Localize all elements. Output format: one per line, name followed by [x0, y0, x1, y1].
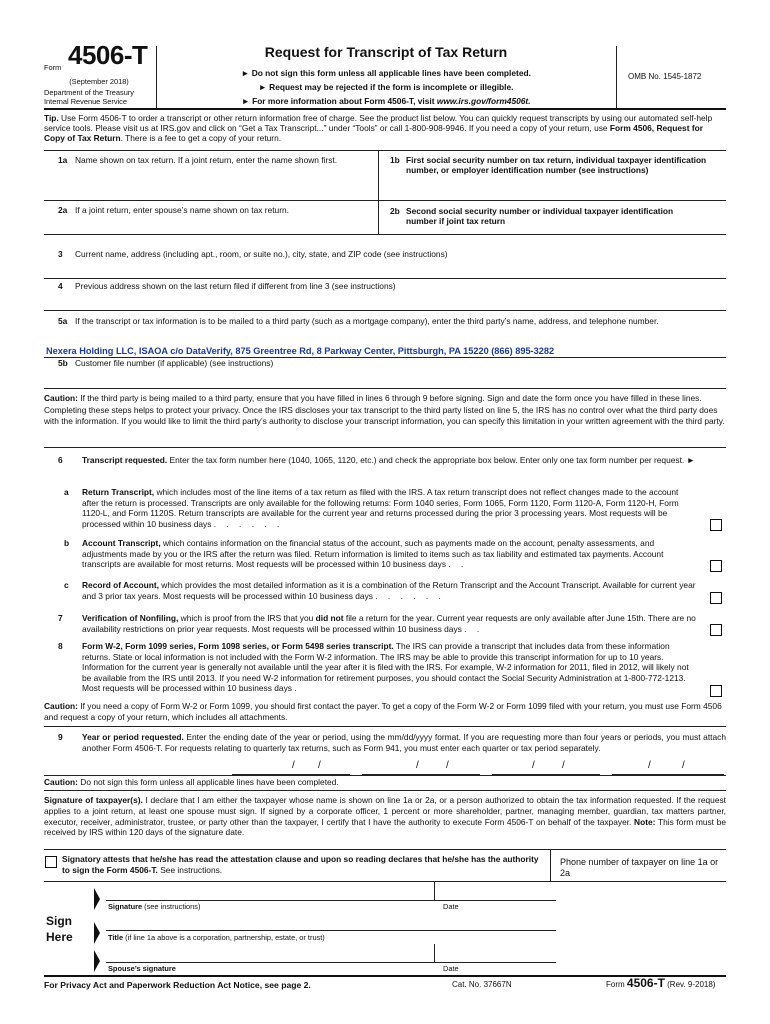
footer-form: Form 4506-T (Rev. 9-2018): [606, 976, 716, 990]
tip-paragraph: Tip. Use Form 4506-T to order a transcript or other return information free of charge. See the product list below. You can quickly request transcripts by using our automated self-help service tools. Please visit us at IRS.gov and click on “Get a Tax Transcript...” under “Tools” or call 1-800-908-9946. If you need a copy of your return, use Form 4506, Request for Copy of Tax Return. There is a fee to get a copy of your return.: [44, 113, 713, 144]
caution-w2: Caution: If you need a copy of Form W-2 or Form 1099, you should first contact the payer. To get a copy of the Form W-2 or Form 1099 filed with your return, you must use Form 4506 and request a copy of your return, which includes all attachments.: [44, 701, 722, 722]
line-2b-number: 2b: [390, 206, 400, 216]
form-number: 4506-T: [68, 40, 148, 70]
line-2a-number: 2a: [58, 205, 68, 215]
period-4-input[interactable]: [612, 760, 724, 775]
sign-arrow-3-icon: [94, 950, 100, 972]
caution-signing: Caution: Do not sign this form unless all applicable lines have been completed.: [44, 777, 339, 787]
line-8-text: Form W-2, Form 1099 series, Form 1098 series, or Form 5498 series transcript. The IRS can provide a transcript that includes data from these information returns. State or local information is not included with the Form W-2 information. The IRS may be able to provide this transcript information for up to 10 years. Information for the current year is generally not available until the year after it is filed with the IRS. For example, W-2 information for 2011, filed in 2012, will likely not be available from the IRS until 2013. If you need W-2 information for retirement purposes, you should contact the Social Security Administration at 1-800-772-1213. Most requests will be processed within 10 business days .: [82, 641, 689, 694]
attest-text: Signatory attests that he/she has read the attestation clause and upon so reading declares that he/she has the authority to sign the Form 4506-T. See instructions.: [62, 854, 539, 875]
checkbox-7[interactable]: [710, 624, 722, 636]
line-5a-label: If the transcript or tax information is to be mailed to a third party (such as a mortgage company), enter the third party’s name, address, and telephone number.: [75, 316, 659, 326]
form-date: (September 2018): [69, 77, 129, 86]
line-4-number: 4: [58, 281, 63, 291]
period-3-slash-b: /: [562, 760, 565, 771]
line-3-input[interactable]: [44, 262, 726, 278]
sign-label: Sign: [46, 914, 72, 928]
date-1-input[interactable]: [436, 882, 556, 900]
spouse-signature-input[interactable]: [108, 944, 434, 962]
date-label-2: Date: [443, 964, 459, 973]
caution-third-party: Caution: If the third party is being mailed to a third party, ensure that you have filled in lines 6 through 9 before signing. Sign and date the form once you have filled in these lines. Completing these steps helps to protect your privacy. Once the IRS discloses your tax transcript to the third party listed on line 5, the IRS has no control over what the third party does with the information. If you would like to limit the third party’s authority to disclose your transcript information, you can specify this limitation in your written agreement with the third party.: [44, 393, 725, 427]
line-6b-letter: b: [64, 538, 70, 548]
line-2a-input[interactable]: [44, 218, 378, 234]
title-label: Title (if line 1a above is a corporation, partnership, estate, or trust): [108, 933, 325, 942]
period-3-slash-a: /: [532, 760, 535, 771]
line-3-number: 3: [58, 249, 63, 259]
line-6c-text: Record of Account, which provides the most detailed information as it is a combination of the Return Transcript and the Account Transcript. Available for current year and 3 prior tax years. Most requests will be processed within 10 business days . . . . . .: [82, 580, 696, 601]
signature-declaration: Signature of taxpayer(s). I declare that I am either the taxpayer whose name is shown on line 1a or 2a, or a person authorized to obtain the tax information requested. If the request applies to a joint return, at least one spouse must sign. If signed by a corporate officer, 1 percent or more shareholder, partner, managing member, guardian, tax matters partner, executor, receiver, administrator, trustee, or party other than the taxpayer, I certify that I have the authority to execute Form 4506-T on behalf of the taxpayer. Note: This form must be received by IRS within 120 days of the signature date.: [44, 795, 726, 838]
signature-label: Signature (see instructions): [108, 902, 201, 911]
line-4-input[interactable]: [44, 294, 726, 310]
sign-arrow-2-icon: [94, 922, 100, 944]
line-6-label: Transcript requested. Enter the tax form number here (1040, 1065, 1120, etc.) and check the appropriate box below. Enter only one tax form number per request. ►: [82, 455, 695, 465]
line-5a-value[interactable]: Nexera Holding LLC, ISAOA c/o DataVerify, 875 Greentree Rd, 8 Parkway Center, Pittsburgh, PA 15220 (866) 895-3282: [46, 346, 555, 356]
form-label: Form: [44, 63, 62, 72]
line-3-label: Current name, address (including apt., room, or suite no.), city, state, and ZIP code (see instructions): [75, 249, 448, 259]
date-label-1: Date: [443, 902, 459, 911]
period-1-slash-a: /: [292, 760, 295, 771]
line-9-text: Year or period requested. Enter the ending date of the year or period, using the mm/dd/yyyy format. If you are requesting more than four years or periods, you must attach another Form 4506-T. For requests relating to quarterly tax returns, such as Form 941, you must enter each quarter or tax period separately.: [82, 732, 726, 753]
header-note-1: ► Do not sign this form unless all applicable lines have been completed.: [241, 68, 531, 78]
period-2-slash-b: /: [446, 760, 449, 771]
sign-arrow-1-icon: [94, 888, 100, 910]
agency: Internal Revenue Service: [44, 97, 127, 106]
phone-input[interactable]: [551, 850, 726, 880]
line-1a-number: 1a: [58, 155, 68, 165]
period-4-slash-b: /: [682, 760, 685, 771]
department: Department of the Treasury: [44, 88, 134, 97]
form-title: Request for Transcript of Tax Return: [264, 44, 508, 60]
line-5b-label: Customer file number (if applicable) (see instructions): [75, 358, 274, 368]
line-1b-label: First social security number on tax return, individual taxpayer identification number, or employer identification number (see instructions): [406, 155, 707, 176]
attest-checkbox[interactable]: [45, 856, 57, 868]
header-note-2: ► Request may be rejected if the form is incomplete or illegible.: [258, 82, 514, 92]
date-2-input[interactable]: [436, 944, 556, 962]
irs-link[interactable]: www.irs.gov/form4506t.: [436, 96, 531, 106]
here-label: Here: [46, 930, 73, 944]
line-2a-label: If a joint return, enter spouse’s name shown on tax return.: [75, 205, 289, 215]
line-7-number: 7: [58, 613, 63, 623]
line-9-number: 9: [58, 732, 63, 742]
line-6-number: 6: [58, 455, 63, 465]
line-6c-letter: c: [64, 580, 69, 590]
taxpayer-signature-input[interactable]: [108, 882, 434, 900]
line-1a-input[interactable]: [44, 178, 378, 200]
line-1a-label: Name shown on tax return. If a joint return, enter the name shown first.: [75, 155, 338, 165]
period-4-slash-a: /: [648, 760, 651, 771]
line-5b-input[interactable]: [44, 370, 726, 388]
line-1b-input[interactable]: [379, 178, 726, 200]
line-6b-text: Account Transcript, which contains information on the financial status of the account, such as payments made on the account, penalty assessments, and adjustments made by you or the IRS after the return was filed. Return information is limited to items such as tax liability and estimated tax payments. Account transcripts are available for most returns. Most requests will be processed within 10 business days . .: [82, 538, 664, 570]
privacy-notice: For Privacy Act and Paperwork Reduction Act Notice, see page 2.: [44, 980, 311, 990]
header-note-3: ► For more information about Form 4506-T, visit www.irs.gov/form4506t.: [241, 96, 531, 106]
line-1b-number: 1b: [390, 155, 400, 165]
period-2-slash-a: /: [416, 760, 419, 771]
period-2-input[interactable]: [362, 760, 480, 775]
line-8-number: 8: [58, 641, 63, 651]
line-2b-input[interactable]: [379, 226, 726, 234]
line-5a-number: 5a: [58, 316, 68, 326]
period-3-input[interactable]: [492, 760, 600, 775]
line-4-label: Previous address shown on the last return filed if different from line 3 (see instructions): [75, 281, 396, 291]
spouse-signature-label: Spouse’s signature: [108, 964, 176, 973]
checkbox-6a[interactable]: [710, 519, 722, 531]
line-7-text: Verification of Nonfiling, which is proof from the IRS that you did not file a return for the year. Current year requests are only available after June 15th. There are no availability restrictions on prior year requests. Most requests will be processed within 10 business days . .: [82, 613, 696, 634]
checkbox-6c[interactable]: [710, 592, 722, 604]
checkbox-6b[interactable]: [710, 560, 722, 572]
line-6a-text: Return Transcript, which includes most of the line items of a tax return as filed with the IRS. A tax return transcript does not reflect changes made to the account after the return is processed. Transcripts are only available for the following returns: Form 1040 series, Form 1065, Form 1120, Form 1120-A, Form 1120-H, Form 1120-L, and Form 1120S. Return transcripts are available for the current year and returns processed during the prior 3 processing years. Most requests will be processed within 10 business days . . . . . .: [82, 487, 679, 529]
period-1-input[interactable]: [232, 760, 350, 775]
line-6a-letter: a: [64, 487, 69, 497]
period-1-slash-b: /: [318, 760, 321, 771]
catalog-number: Cat. No. 37667N: [452, 980, 512, 989]
omb-number: OMB No. 1545-1872: [628, 72, 702, 81]
line-2b-label: Second social security number or individual taxpayer identification number if joint tax return: [406, 206, 674, 227]
line-5b-number: 5b: [58, 358, 68, 368]
phone-label: Phone number of taxpayer on line 1a or 2a: [560, 857, 719, 878]
title-input[interactable]: [108, 914, 556, 930]
checkbox-8[interactable]: [710, 685, 722, 697]
